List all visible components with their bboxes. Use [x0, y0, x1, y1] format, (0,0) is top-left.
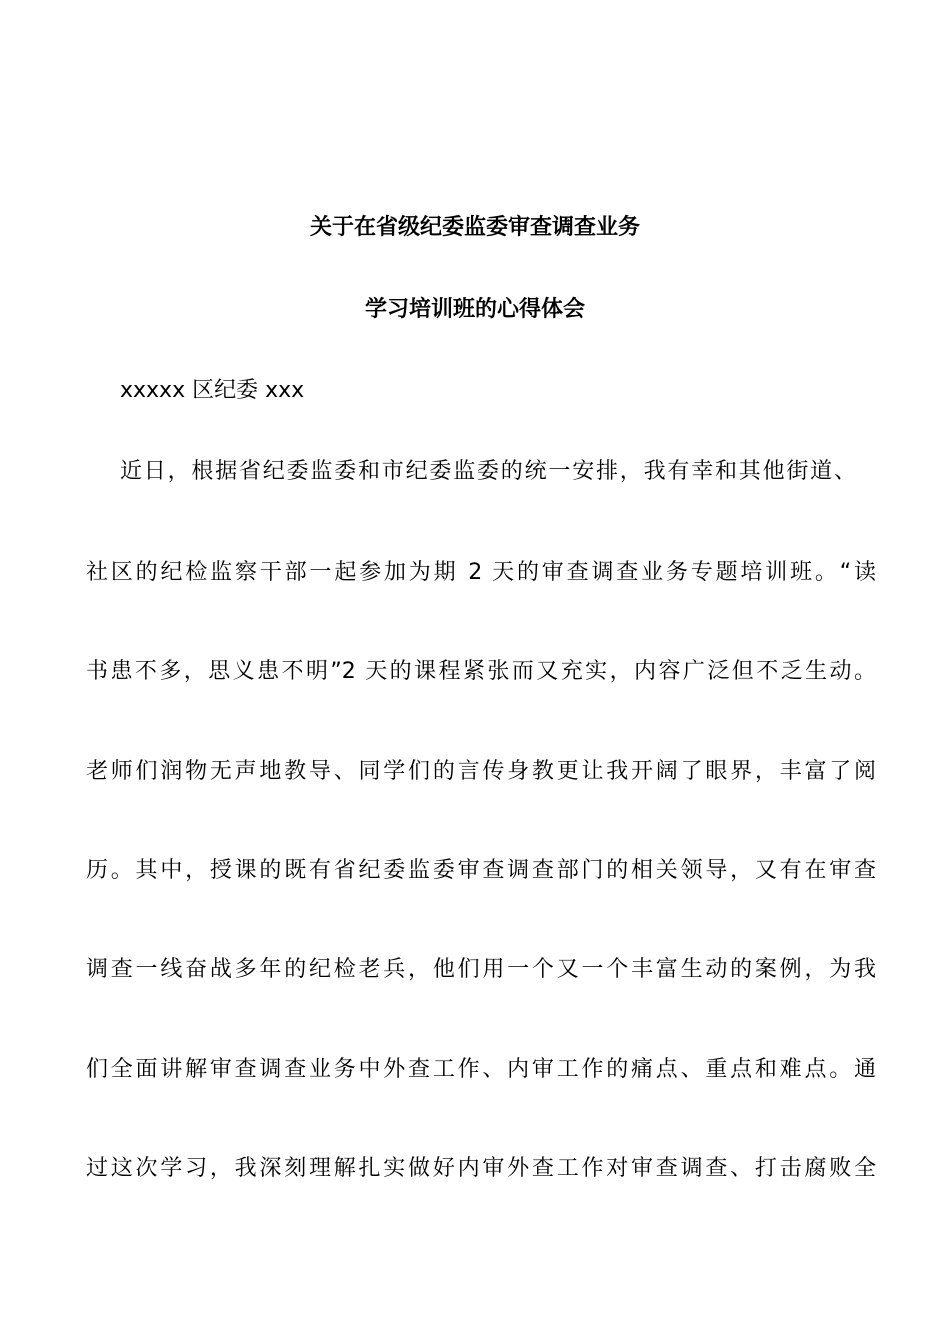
paragraph-line-8: 过这次学习，我深刻理解扎实做好内审外查工作对审查调查、打击腐败全: [86, 1156, 876, 1181]
paragraph-line-2: 社区的纪检监察干部一起参加为期 2 天的审查调查业务专题培训班。“读: [86, 560, 876, 585]
paragraph-line-6: 调查一线奋战多年的纪检老兵，他们用一个又一个丰富生动的案例，为我: [86, 957, 876, 982]
paragraph-line-5: 历。其中，授课的既有省纪委监委审查调查部门的相关领导，又有在审查: [86, 858, 876, 883]
paragraph-line-7: 们全面讲解审查调查业务中外查工作、内审工作的痛点、重点和难点。通: [86, 1057, 876, 1082]
document-title-line-2: 学习培训班的心得体会: [364, 297, 585, 322]
document-title-line-1: 关于在省级纪委监委审查调查业务: [309, 215, 640, 240]
paragraph-line-1: 近日，根据省纪委监委和市纪委监委的统一安排，我有幸和其他街道、: [120, 459, 856, 484]
author-line: xxxxx 区纪委 xxx: [120, 378, 305, 403]
paragraph-line-4: 老师们润物无声地教导、同学们的言传身教更让我开阔了眼界，丰富了阅: [86, 759, 876, 784]
paragraph-line-3: 书患不多，思义患不明”2 天的课程紧张而又充实，内容广泛但不乏生动。: [86, 659, 876, 684]
